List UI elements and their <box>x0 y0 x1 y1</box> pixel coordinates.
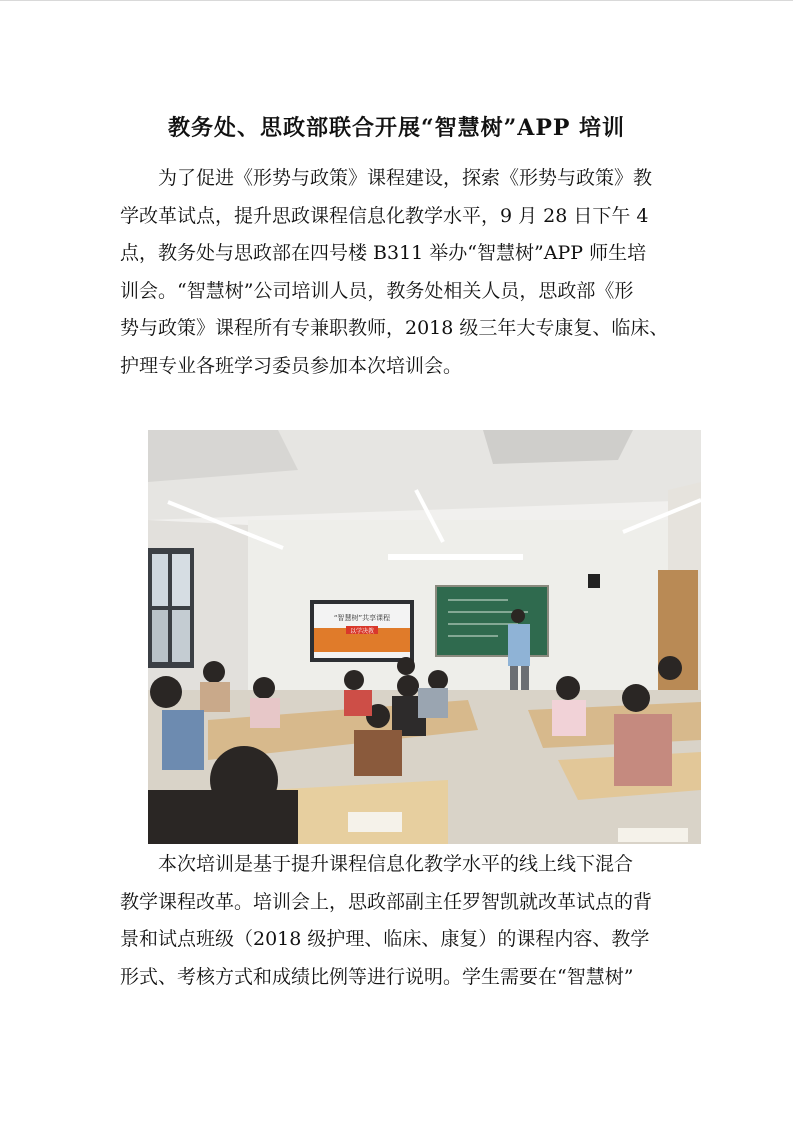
paragraph-intro <box>120 160 676 386</box>
paragraph-line: 学改革试点，提升思政课程信息化教学水平，9 月 28 日下午 4 <box>120 204 649 227</box>
screen-subtitle: 以学决教 <box>349 628 375 635</box>
paragraph-line: 形式、考核方式和成绩比例等进行说明。学生需要在“智慧树” <box>120 965 634 988</box>
paragraph-line: 景和试点班级（2018 级护理、临床、康复）的课程内容、教学 <box>120 928 650 951</box>
classroom-photo <box>148 430 701 844</box>
page-top-border <box>0 0 793 1</box>
paragraph-line: 护理专业各班学习委员参加本次培训会。 <box>120 354 463 377</box>
paragraph-line: 为了促进《形势与政策》课程建设，探索《形势与政策》教 <box>158 167 653 189</box>
paragraph-line: 势与政策》课程所有专兼职教师，2018 级三年大专康复、临床、 <box>120 317 669 340</box>
paragraph-line: 点，教务处与思政部在四号楼 B311 举办“智慧树”APP 师生培 <box>120 242 647 265</box>
paragraph-line: 本次培训是基于提升课程信息化教学水平的线上线下混合 <box>158 853 634 875</box>
screen-title: “智慧树”共享课程 <box>333 614 391 622</box>
paragraph-line: 教学课程改革。培训会上，思政部副主任罗智凯就改革试点的背 <box>120 890 653 913</box>
paragraph-line: 训会。“智慧树”公司培训人员，教务处相关人员，思政部《形 <box>120 279 634 302</box>
paragraph-details <box>120 846 676 996</box>
page-title: 教务处、思政部联合开展“智慧树”APP 培训 <box>167 114 626 141</box>
